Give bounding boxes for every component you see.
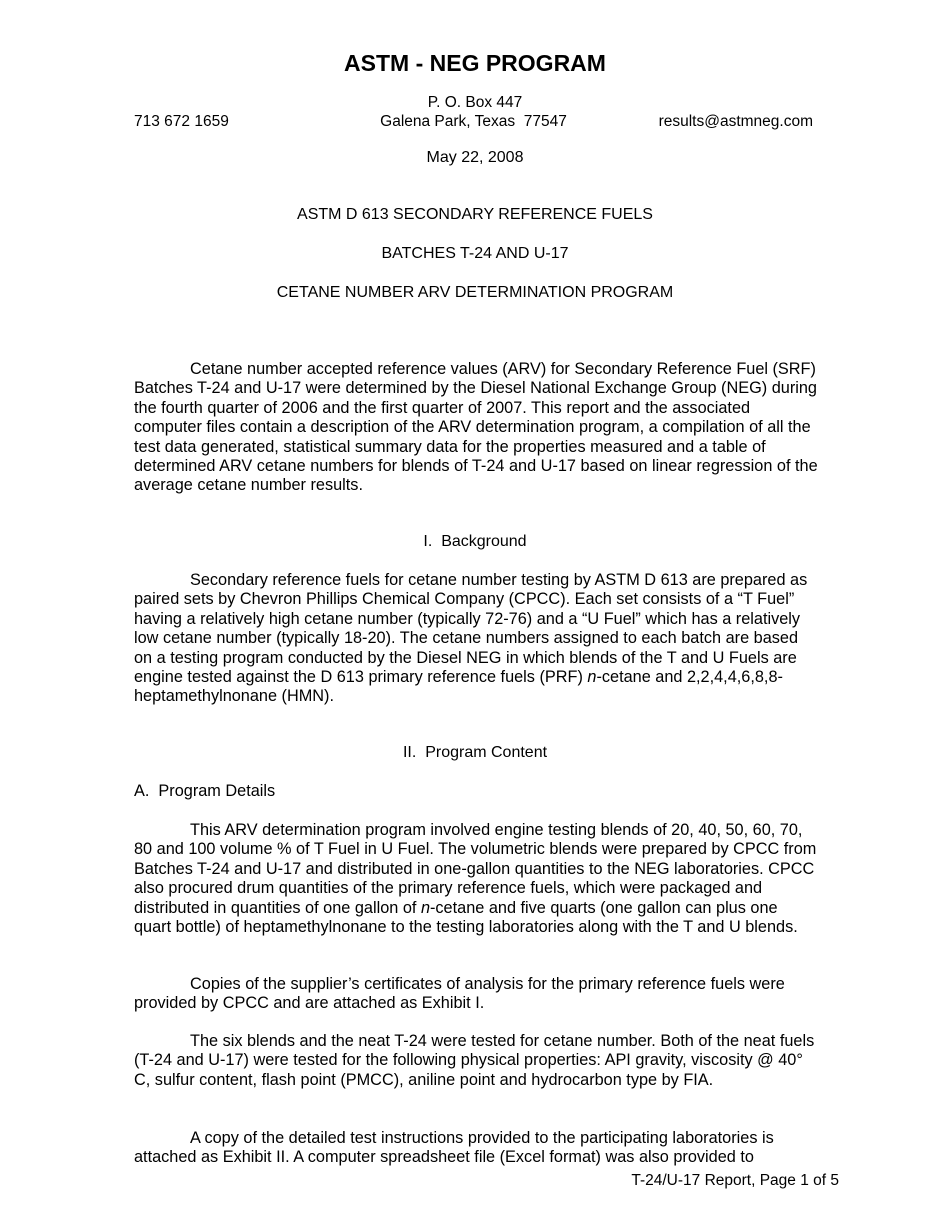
blends-tested-paragraph: The six blends and the neat T-24 were tested for cetane number. Both of the neat fuels (T-24 and U-17) were tested for the following physical properties: API gravity, viscosity @ 40° C, sulfur content, flash point (PMCC), aniline point and hydrocarbon type by FIA. [134, 1032, 815, 1089]
subsection-program-details: A. Program Details [134, 782, 276, 800]
subheading-batches: BATCHES T-24 AND U-17 [381, 245, 569, 262]
test-instructions-paragraph: A copy of the detailed test instructions provided to the participating laboratories is attached as Exhibit II. A computer spreadsheet file (Excel format) was also provided to [134, 1129, 774, 1167]
po-box: P. O. Box 447 [427, 94, 523, 111]
section-heading-program-content: II. Program Content [402, 744, 548, 761]
program-title: ASTM - NEG PROGRAM [344, 50, 606, 76]
report-date: May 22, 2008 [426, 149, 524, 166]
program-details-paragraph: This ARV determination program involved engine testing blends of 20, 40, 50, 60, 70, 80 and 100 volume % of T Fuel in U Fuel. The volumetric blends were prepared by CPCC from Batches T-24 and U-17 and distributed in one-gallon quantities to the NEG laboratories. CPCC also procured drum quantities of the primary reference fuels, which were packaged and distributed in quantities of one gallon of n-cetane and five quarts (one gallon can plus one quart bottle) of heptamethylnonane to the testing laboratories along with the T and U blends. [134, 821, 817, 937]
intro-paragraph: Cetane number accepted reference values (ARV) for Secondary Reference Fuel (SRF) Batches T-24 and U-17 were determined by the Diesel National Exchange Group (NEG) during the fourth quarter of 2006 and the first quarter of 2007. This report and the associated computer files contain a description of the ARV determination program, a compilation of all the test data generated, statistical summary data for the properties measured and a table of determined ARV cetane numbers for blends of T-24 and U-17 based on linear regression of the average cetane number results. [134, 360, 818, 495]
subheading-fuels: ASTM D 613 SECONDARY REFERENCE FUELS [297, 206, 653, 223]
background-paragraph: Secondary reference fuels for cetane number testing by ASTM D 613 are prepared as paired sets by Chevron Phillips Chemical Company (CPCC). Each set consists of a “T Fuel” having a relatively high cetane number (typically 72-76) and a “U Fuel” which has a relatively low cetane number (typically 18-20). The cetane numbers assigned to each batch are based on a testing program conducted by the Diesel NEG in which blends of the T and U Fuels are engine tested against the D 613 primary reference fuels (PRF) n-cetane and 2,2,4,4,6,8,8-heptamethylnonane (HMN). [134, 571, 808, 706]
phone-number: 713 672 1659 [134, 113, 229, 130]
section-heading-background: I. Background [423, 533, 527, 550]
address-row [134, 112, 813, 131]
certificates-paragraph: Copies of the supplier’s certificates of analysis for the primary reference fuels were provided by CPCC and are attached as Exhibit I. [134, 975, 785, 1013]
subheading-program: CETANE NUMBER ARV DETERMINATION PROGRAM [276, 284, 674, 301]
city-address: Galena Park, Texas 77547 [380, 113, 567, 130]
email-address[interactable]: results@astmneg.com [658, 113, 813, 130]
page-footer: T-24/U-17 Report, Page 1 of 5 [631, 1172, 839, 1189]
